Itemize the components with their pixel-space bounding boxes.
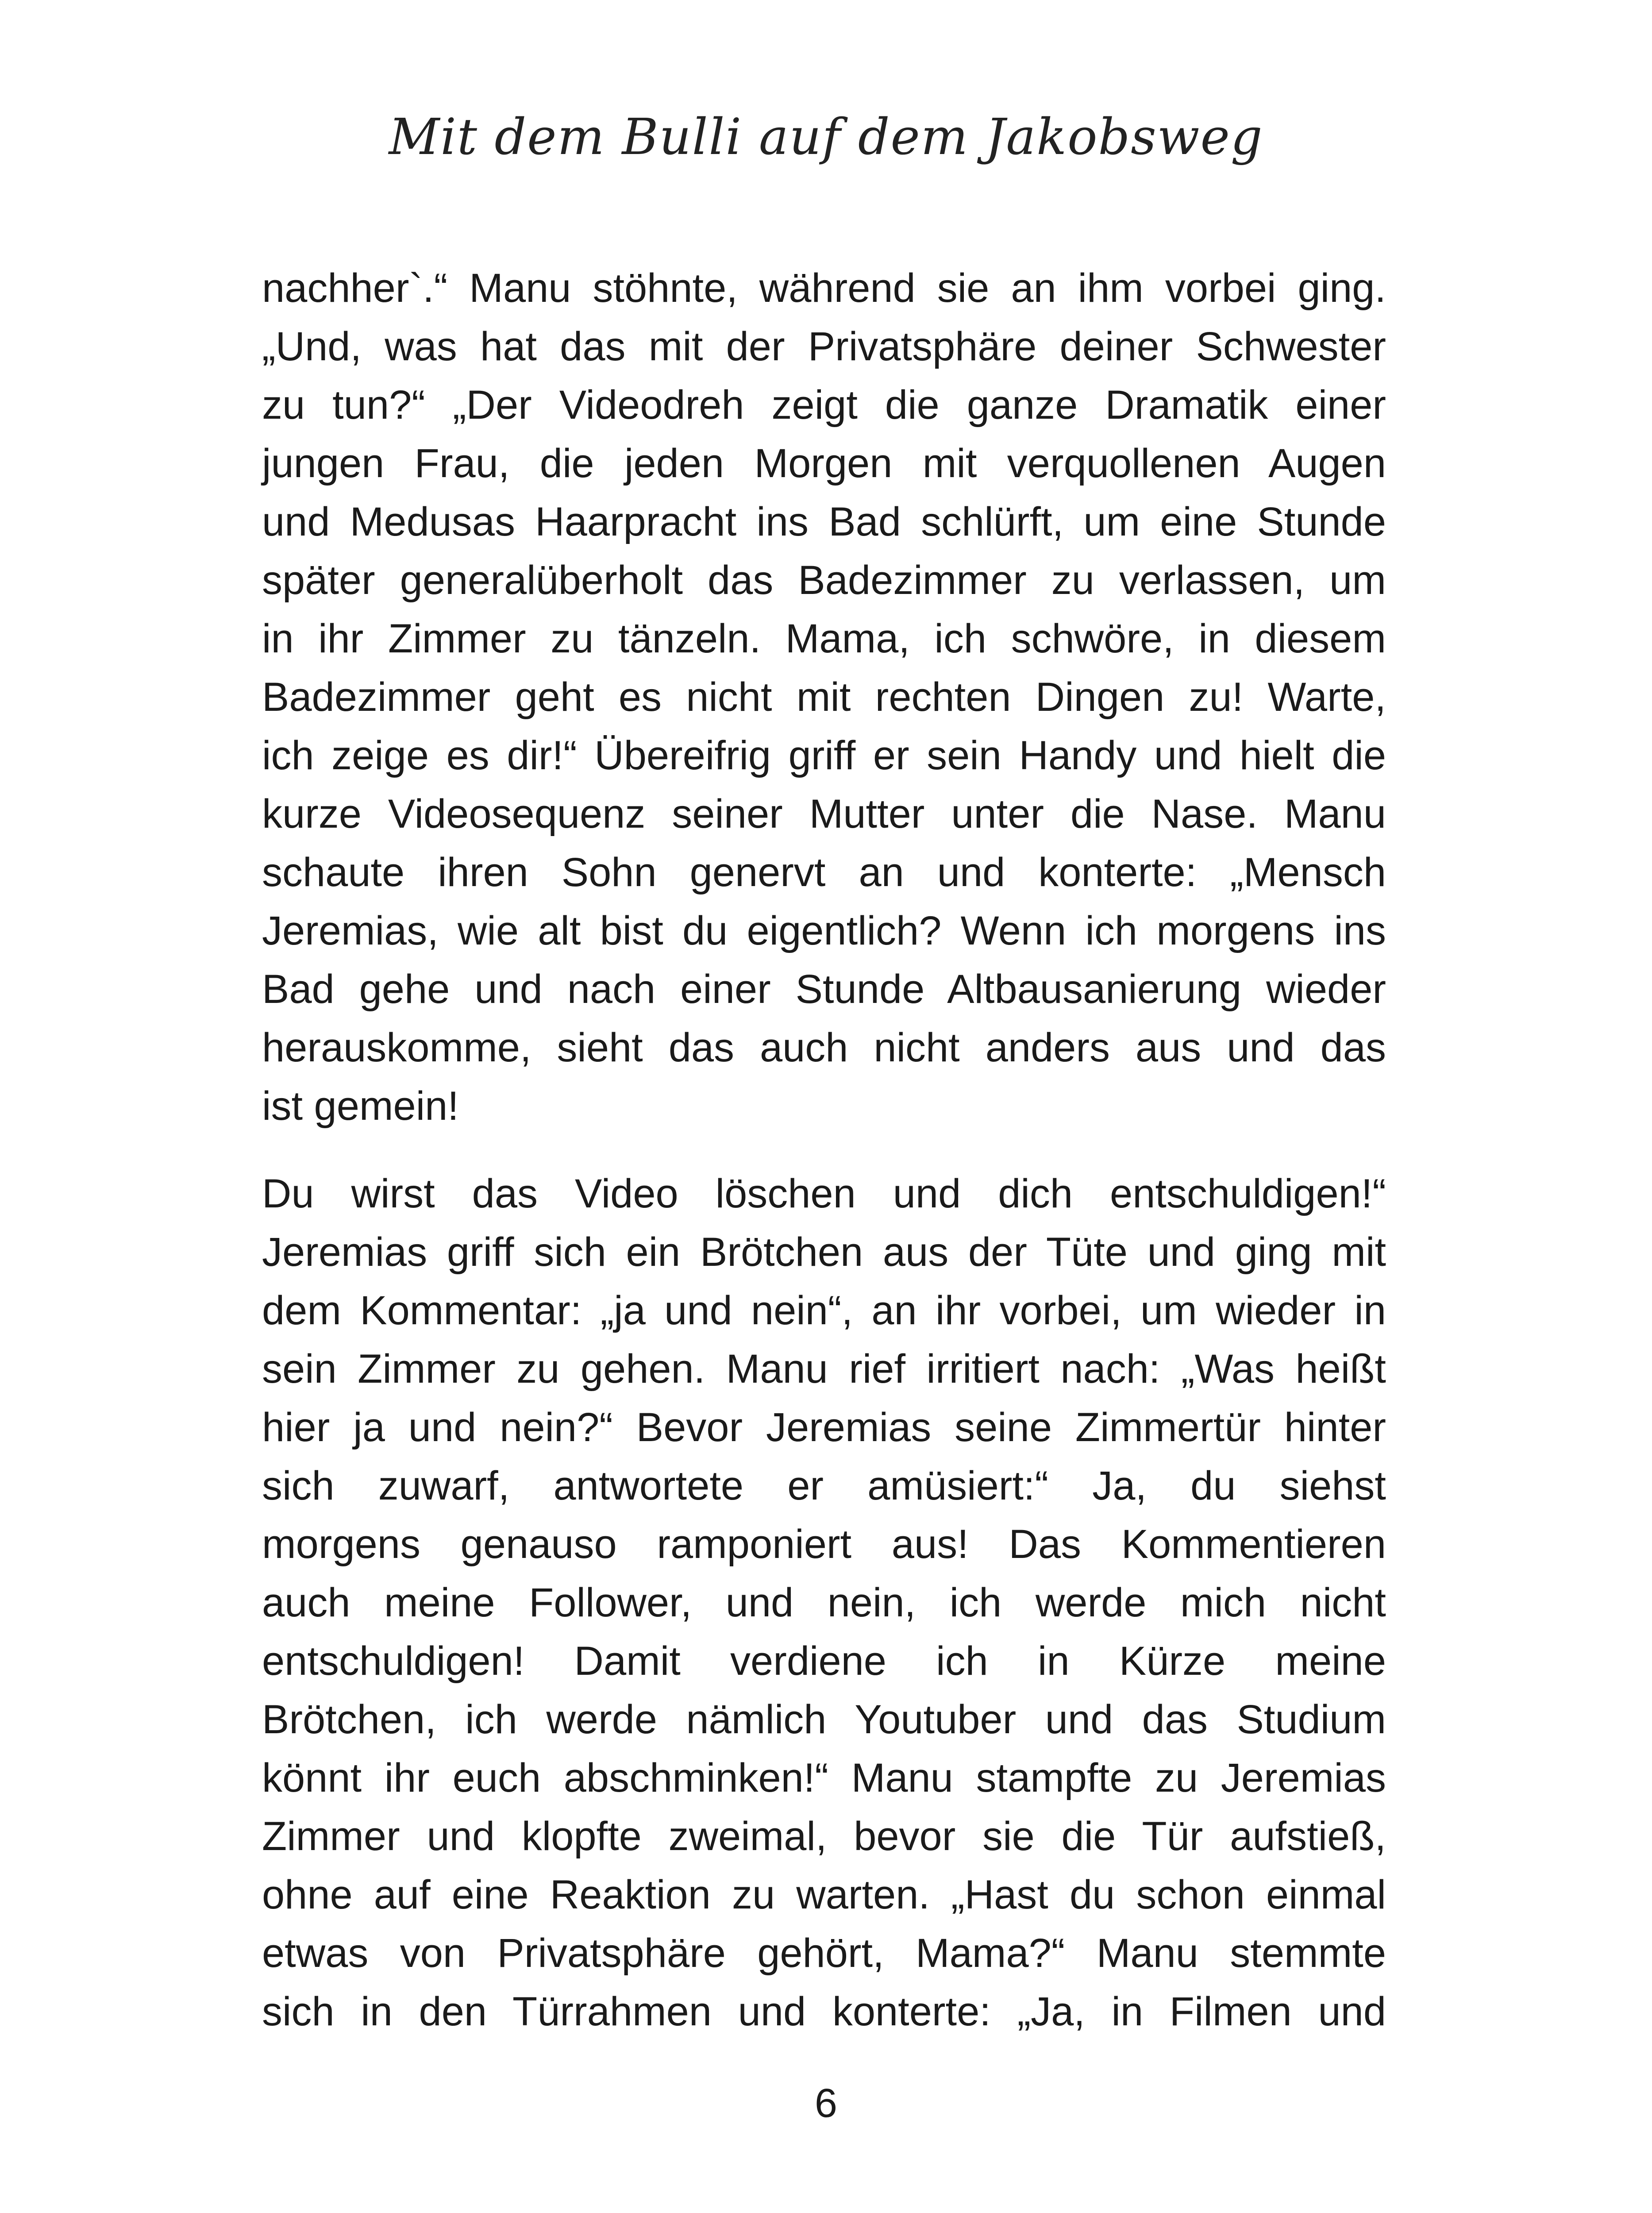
text-line: schaute ihren Sohn genervt an und konterte: „Mensch	[262, 850, 1386, 895]
text-line: etwas von Privatsphäre gehört, Mama?“ Manu stemmte	[262, 1931, 1386, 1976]
text-line: später generalüberholt das Badezimmer zu verlassen, um	[262, 558, 1386, 603]
text-line: nachher`.“ Manu stöhnte, während sie an ihm vorbei ging.	[262, 266, 1386, 311]
text-line: und Medusas Haarpracht ins Bad schlürft, um eine Stunde	[262, 499, 1386, 544]
text-line: jungen Frau, die jeden Morgen mit verquollenen Augen	[262, 441, 1386, 486]
body-text	[262, 259, 1386, 2041]
text-line: Badezimmer geht es nicht mit rechten Dingen zu! Warte,	[262, 675, 1386, 720]
text-line: ich zeige es dir!“ Übereifrig griff er sein Handy und hielt die	[262, 733, 1386, 778]
text-line: ohne auf eine Reaktion zu warten. „Hast du schon einmal	[262, 1872, 1386, 1917]
paragraph-2	[262, 1164, 1386, 2041]
text-line: sein Zimmer zu gehen. Manu rief irritiert nach: „Was heißt	[262, 1346, 1386, 1392]
text-line: morgens genauso ramponiert aus! Das Kommentieren	[262, 1522, 1386, 1567]
text-line: Du wirst das Video löschen und dich entschuldigen!“	[262, 1171, 1386, 1216]
text-line: Jeremias, wie alt bist du eigentlich? Wenn ich morgens ins	[262, 908, 1386, 953]
text-line: auch meine Follower, und nein, ich werde mich nicht	[262, 1580, 1386, 1625]
text-line: Zimmer und klopfte zweimal, bevor sie die Tür aufstieß,	[262, 1814, 1386, 1859]
text-line: Bad gehe und nach einer Stunde Altbausanierung wieder	[262, 967, 1386, 1012]
text-line: Jeremias griff sich ein Brötchen aus der Tüte und ging mit	[262, 1230, 1386, 1275]
paragraph-1	[262, 259, 1386, 1135]
text-line: hier ja und nein?“ Bevor Jeremias seine Zimmertür hinter	[262, 1405, 1386, 1450]
text-line: entschuldigen! Damit verdiene ich in Kürze meine	[262, 1639, 1386, 1684]
text-line: kurze Videosequenz seiner Mutter unter die Nase. Manu	[262, 791, 1386, 837]
text-line: Brötchen, ich werde nämlich Youtuber und das Studium	[262, 1697, 1386, 1742]
text-line: sich in den Türrahmen und konterte: „Ja, in Filmen und	[262, 1989, 1386, 2034]
text-line: zu tun?“ „Der Videodreh zeigt die ganze Dramatik einer	[262, 382, 1386, 428]
running-title: Mit dem Bulli auf dem Jakobsweg	[389, 108, 1263, 166]
text-line: sich zuwarf, antwortete er amüsiert:“ Ja, du siehst	[262, 1463, 1386, 1508]
text-line: ist gemein!	[262, 1083, 459, 1129]
page-number: 6	[814, 2081, 838, 2126]
text-line: herauskomme, sieht das auch nicht anders aus und das	[262, 1025, 1386, 1070]
text-line: „Und, was hat das mit der Privatsphäre deiner Schwester	[262, 324, 1386, 369]
text-line: dem Kommentar: „ja und nein“, an ihr vorbei, um wieder in	[262, 1288, 1386, 1333]
text-line: könnt ihr euch abschminken!“ Manu stampfte zu Jeremias	[262, 1755, 1386, 1800]
text-line: in ihr Zimmer zu tänzeln. Mama, ich schwöre, in diesem	[262, 616, 1386, 661]
